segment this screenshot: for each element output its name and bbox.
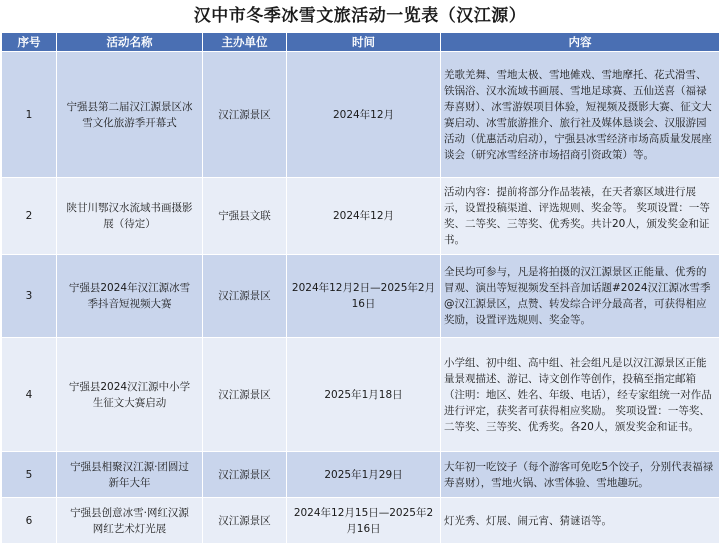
row-time: 2024年12月 <box>287 52 441 178</box>
row-time: 2024年12月15日—2025年2月16日 <box>287 498 441 544</box>
row-no: 6 <box>2 498 57 544</box>
header-row <box>2 33 720 52</box>
row-name: 宁强县2024年汉江源冰雪季抖音短视频大赛 <box>57 255 203 338</box>
row-time: 2024年12月 <box>287 178 441 255</box>
row-host: 汉江源景区 <box>203 52 287 178</box>
row-name: 宁强县2024汉江源中小学生征文大赛启动 <box>57 338 203 452</box>
row-host: 汉江源景区 <box>203 498 287 544</box>
row-no: 1 <box>2 52 57 178</box>
row-host: 汉江源景区 <box>203 452 287 498</box>
row-content: 羌歌羌舞、雪地太极、雪地傩戏、雪地摩托、花式滑雪、铁锅浴、汉水流域书画展、雪地足球赛、五仙送喜（福禄寿喜财）、冰雪游娱项目体验，短视频及摄影大赛、征文大赛启动、冰雪旅游推介、旅行社及媒体恳谈会、汉服游园活动（优惠活动启动），宁强县冰雪经济市场高质量发展座谈会（研究冰雪经济市场招商引资政策）等。 <box>441 52 720 178</box>
page-title: 汉中市冬季冰雪文旅活动一览表（汉江源） <box>193 6 527 26</box>
row-time: 2025年1月29日 <box>287 452 441 498</box>
header-time: 时间 <box>287 33 441 52</box>
row-content: 小学组、初中组、高中组、社会组凡是以汉江源景区正能量景观描述、游记、诗文创作等创作，投稿至指定邮箱（注明：地区、姓名、年级、电话），经专家组统一对作品进行评定，获奖者可获得相应奖励。 奖项设置：一等奖、二等奖、三等奖、优秀奖。各20人，颁发奖金和证书。 <box>441 338 720 452</box>
row-time: 2025年1月18日 <box>287 338 441 452</box>
row-host: 汉江源景区 <box>203 338 287 452</box>
table-row <box>2 338 720 452</box>
row-content: 灯光秀、灯展、闹元宵、猜谜语等。 <box>441 498 720 544</box>
row-name: 宁强县相聚汉江源·团圆过新年大年 <box>57 452 203 498</box>
row-no: 2 <box>2 178 57 255</box>
table-row <box>2 452 720 498</box>
header-name: 活动名称 <box>57 33 203 52</box>
row-time: 2024年12月2日—2025年2月16日 <box>287 255 441 338</box>
table-row <box>2 498 720 544</box>
row-content: 活动内容：提前将部分作品装裱，在天者寨区域进行展示，设置投稿渠道、评选规则、奖金等。 奖项设置：一等奖、二等奖、三等奖、优秀奖。共计20人，颁发奖金和证书。 <box>441 178 720 255</box>
row-content: 大年初一吃饺子（每个游客可免吃5个饺子，分别代表福禄寿喜财），雪地火锅、冰雪体验、雪地趣玩。 <box>441 452 720 498</box>
row-name: 宁强县创意冰雪·网红汉源网红艺术灯光展 <box>57 498 203 544</box>
row-no: 5 <box>2 452 57 498</box>
row-no: 3 <box>2 255 57 338</box>
row-name: 宁强县第二届汉江源景区冰雪文化旅游季开幕式 <box>57 52 203 178</box>
table-row <box>2 255 720 338</box>
header-host: 主办单位 <box>203 33 287 52</box>
row-name: 陕甘川鄂汉水流域书画摄影展（待定） <box>57 178 203 255</box>
row-content: 全民均可参与，凡是将拍摄的汉江源景区正能量、优秀的冒观、演出等短视频发至抖音加话题#2024汉江源冰雪季@汉江源景区，点赞、转发综合评分最高者，可获得相应奖励，设置评选规则、奖金等。 <box>441 255 720 338</box>
row-no: 4 <box>2 338 57 452</box>
table-row <box>2 52 720 178</box>
row-host: 汉江源景区 <box>203 255 287 338</box>
table-row <box>2 178 720 255</box>
header-content: 内容 <box>441 33 720 52</box>
row-host: 宁强县文联 <box>203 178 287 255</box>
header-no: 序号 <box>2 33 57 52</box>
activity-table <box>1 32 720 544</box>
